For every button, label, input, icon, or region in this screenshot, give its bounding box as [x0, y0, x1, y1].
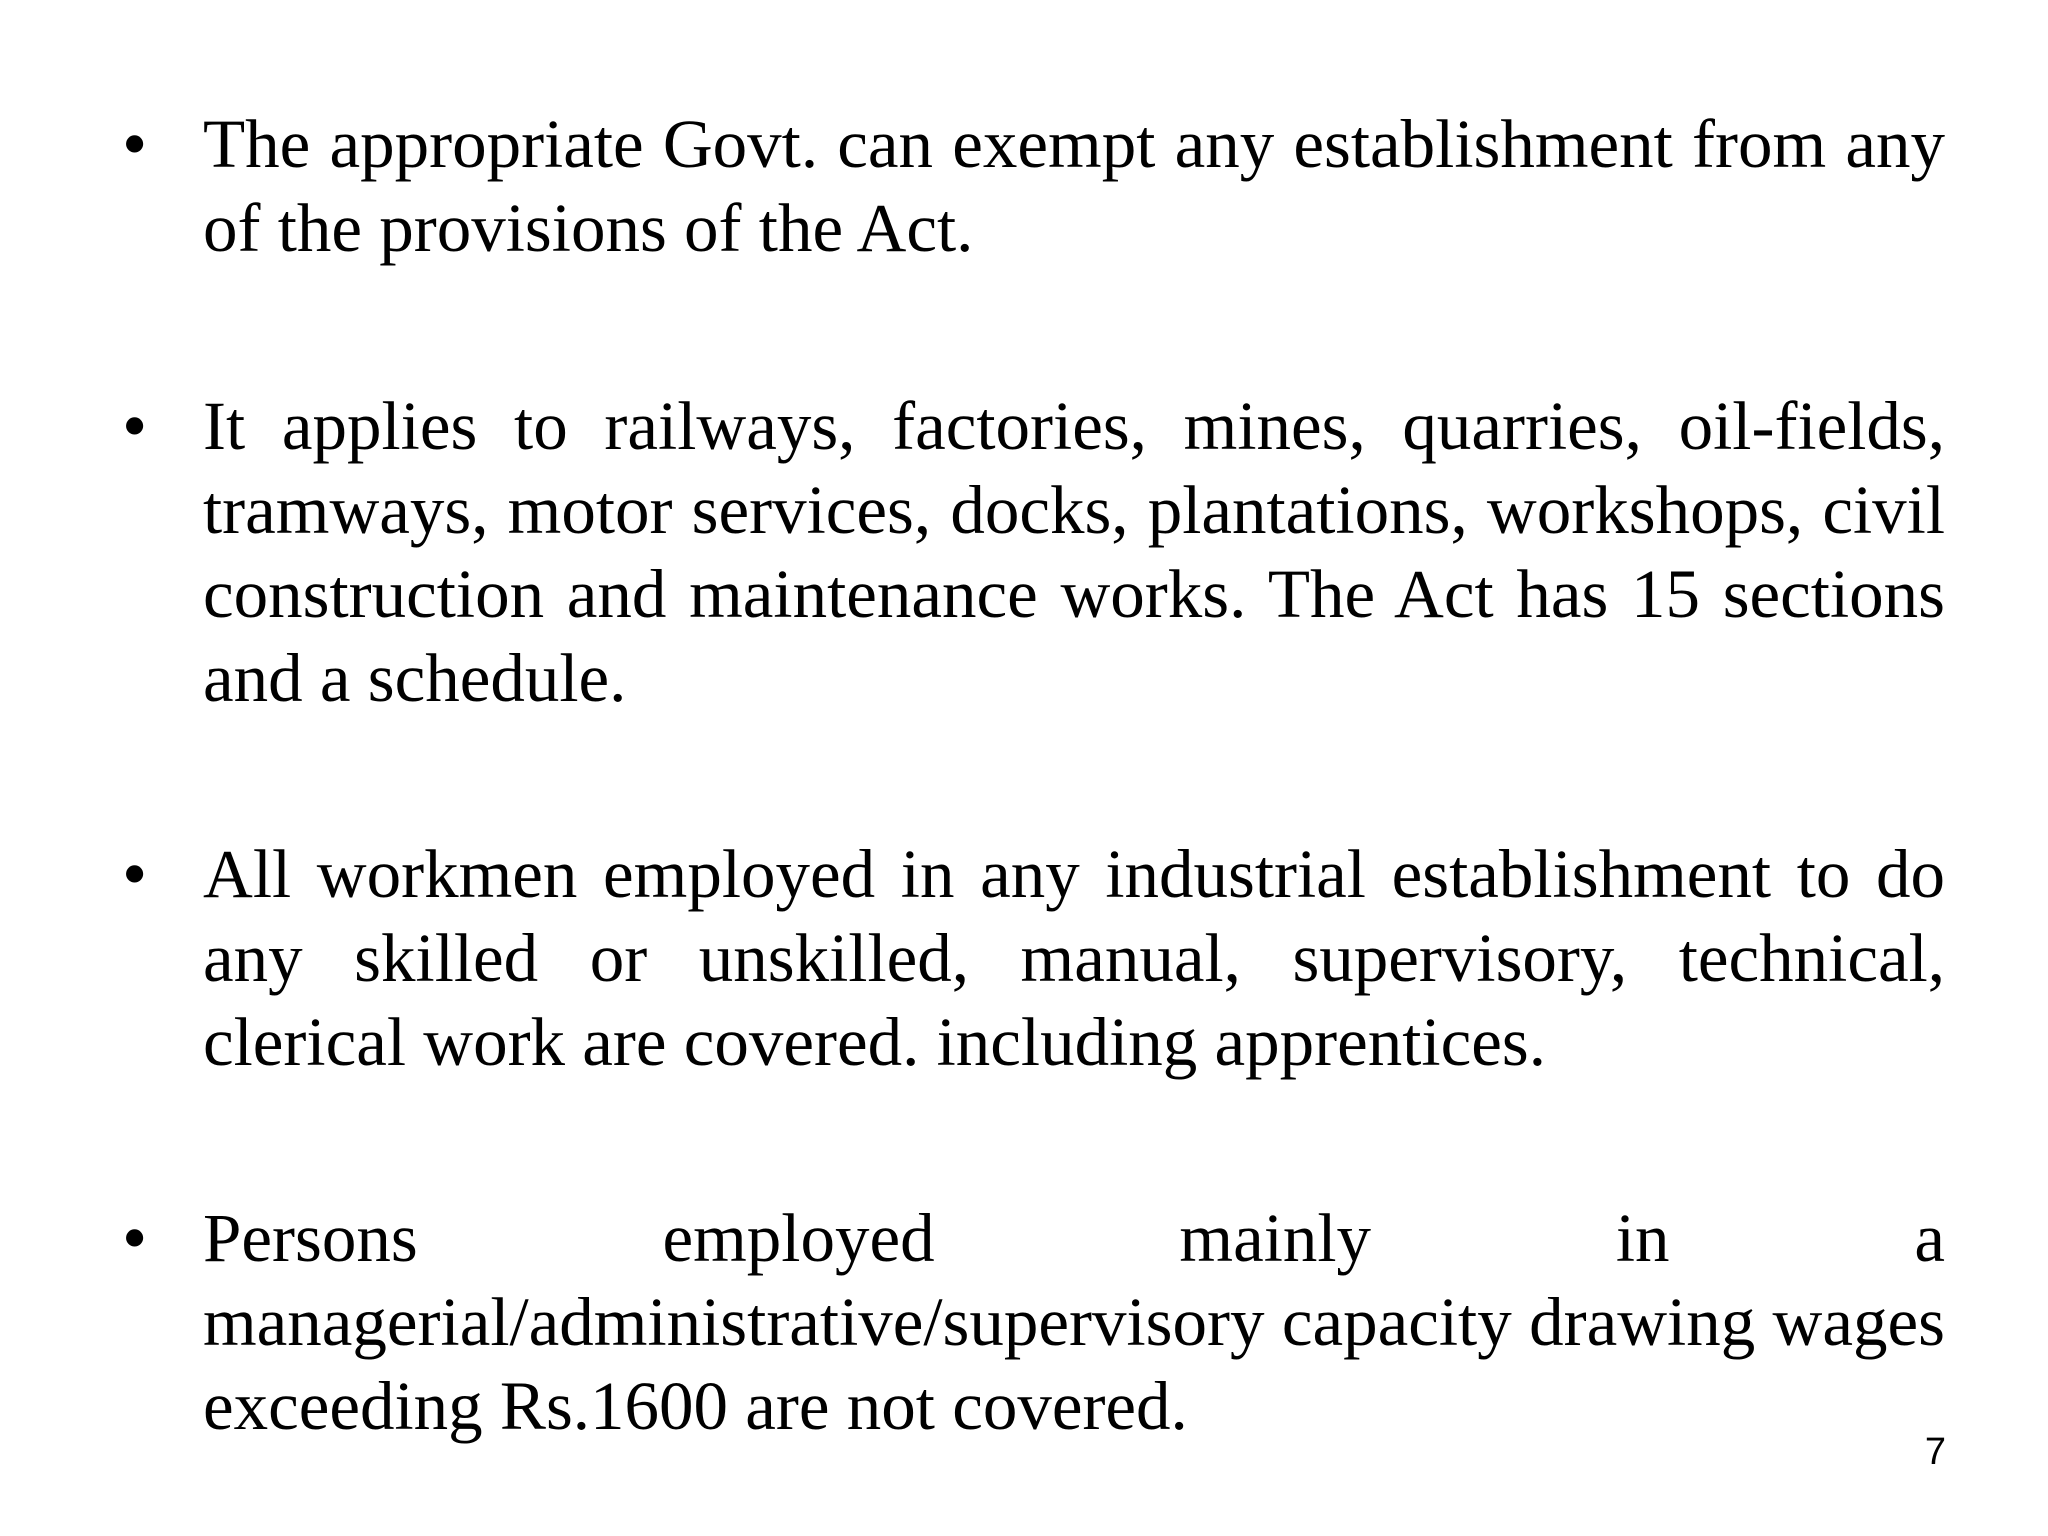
page-number: 7 — [1924, 1431, 1946, 1473]
bullet-text-line-2: managerial/administrative/supervisory capacity drawing wages exceeding Rs.1600 are not covered. — [203, 1284, 1945, 1444]
bullet-text-line-1: Persons employed mainly in a — [203, 1200, 1945, 1276]
bullet-mark: • — [122, 386, 148, 466]
bullet-text: All workmen employed in any industrial establishment to do any skilled or unskilled, manual, supervisory, technical, clerical work are covered. including apprentices. — [203, 836, 1945, 1080]
bullet-mark: • — [122, 834, 148, 914]
bullet-mark: • — [122, 104, 148, 184]
bullet-text: It applies to railways, factories, mines, quarries, oil-fields, tramways, motor services, docks, plantations, workshops, civil construction and maintenance works. The Act has 15 sections and a schedule. — [203, 388, 1945, 716]
bullet-text — [203, 1196, 1945, 1448]
bullet-mark: • — [122, 1198, 148, 1278]
bullet-text: The appropriate Govt. can exempt any establishment from any of the provisions of the Act. — [203, 106, 1945, 266]
